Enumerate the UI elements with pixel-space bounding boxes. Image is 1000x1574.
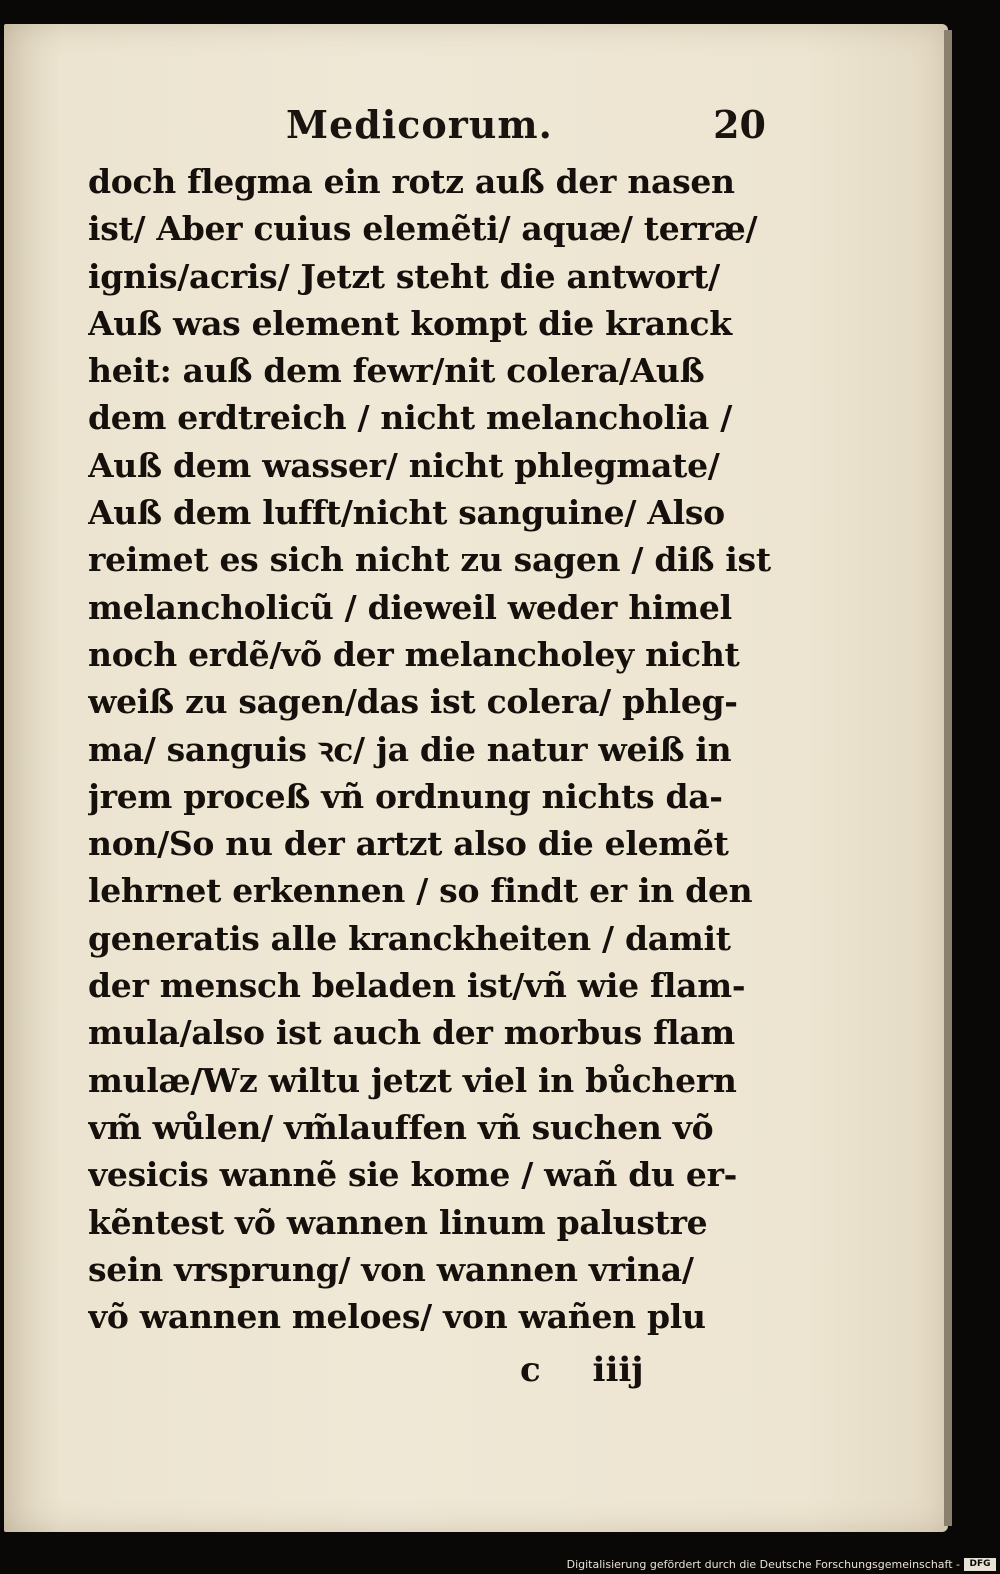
page-number: 20 xyxy=(713,102,766,147)
text-line: noch erdẽ/võ der melancholey nicht xyxy=(88,634,740,674)
text-line: ma/ sanguis ꝛc/ ja die natur weiß in xyxy=(88,729,732,769)
signature-mark: c iiij xyxy=(520,1350,644,1390)
text-line: kẽntest võ wannen linum palustre xyxy=(88,1202,708,1242)
text-line: dem erdtreich / nicht melancholia / xyxy=(88,398,732,438)
text-line: lehrnet erkennen / so findt er in den xyxy=(88,871,753,911)
text-line: vm̃ wůlen/ vm̃lauffen vñ suchen võ xyxy=(88,1107,714,1147)
text-line: heit: auß dem fewr/nit colera/Auß xyxy=(88,351,705,391)
text-line: mula/also ist auch der morbus flam xyxy=(88,1013,735,1053)
text-line: reimet es sich nicht zu sagen / diß ist xyxy=(88,540,771,580)
text-line: generatis alle kranckheiten / damit xyxy=(88,918,731,958)
text-line: mulæ/Wz wiltu jetzt viel in bůchern xyxy=(88,1060,737,1100)
text-line: Auß dem wasser/ nicht phlegmate/ xyxy=(88,445,720,485)
text-line: ignis/acris/ Jetzt steht die antwort/ xyxy=(88,256,720,296)
running-head: Medicorum. xyxy=(286,102,553,147)
text-line: melancholicũ / dieweil weder himel xyxy=(88,587,732,627)
dfg-logo: DFG xyxy=(964,1558,996,1571)
text-line: Auß dem lufft/nicht sanguine/ Also xyxy=(88,493,725,533)
text-line: non/So nu der artzt also die elemẽt xyxy=(88,824,729,864)
text-line: weiß zu sagen/das ist colera/ phleg- xyxy=(88,682,738,722)
digitization-credit: Digitalisierung gefördert durch die Deutsche Forschungsgemeinschaft - xyxy=(566,1558,960,1571)
text-line: Auß was element kompt die kranck xyxy=(88,303,732,343)
page-edge xyxy=(944,30,952,1526)
text-line: ist/ Aber cuius elemẽti/ aquæ/ terræ/ xyxy=(88,209,758,249)
text-line: sein vrsprung/ von wannen vrina/ xyxy=(88,1249,694,1289)
text-line: doch flegma ein rotz auß der nasen xyxy=(88,162,735,201)
text-line: võ wannen meloes/ von wañen plu xyxy=(88,1297,706,1337)
body-text xyxy=(88,158,788,1340)
text-line: vesicis wannẽ sie kome / wañ du er- xyxy=(88,1155,738,1195)
text-line: der mensch beladen ist/vñ wie flam- xyxy=(88,966,746,1006)
page-header xyxy=(286,102,766,162)
text-line: jrem proceß vñ ordnung nichts da- xyxy=(88,776,723,816)
